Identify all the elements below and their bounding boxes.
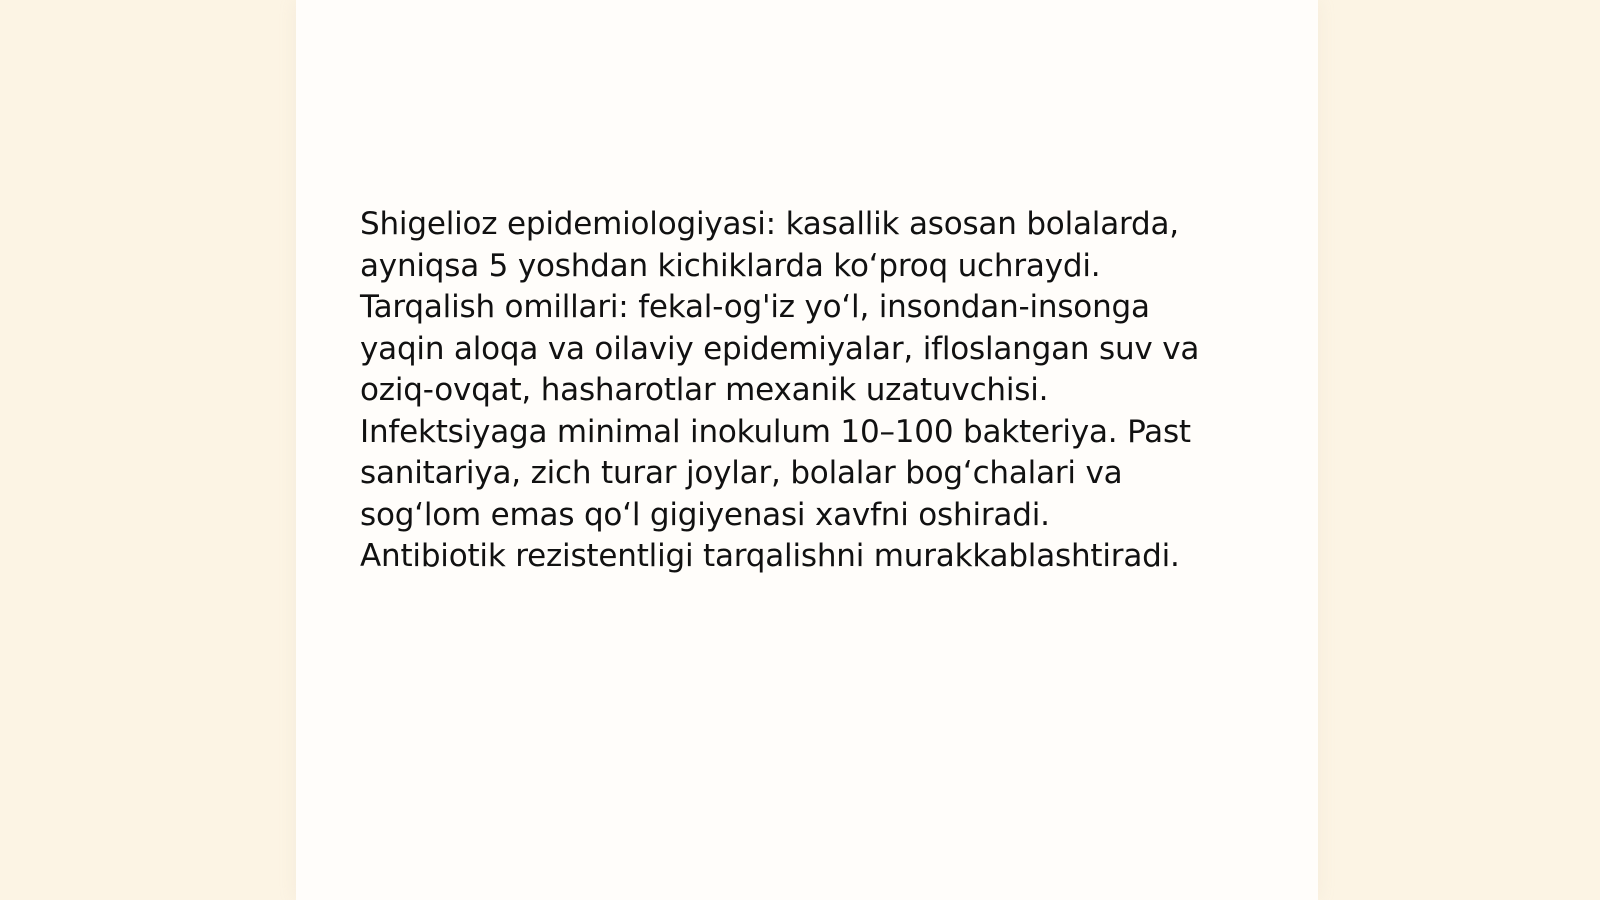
document-page [296, 0, 1318, 900]
text-line: ayniqsa 5 yoshdan kichiklarda ko‘proq uchraydi. [360, 247, 1101, 284]
text-line: sog‘lom emas qo‘l gigiyenasi xavfni oshiradi. [360, 496, 1050, 533]
text-line: yaqin aloqa va oilaviy epidemiyalar, ifloslangan suv va [360, 330, 1200, 367]
text-line: Antibiotik rezistentligi tarqalishni murakkablashtiradi. [360, 538, 1180, 574]
text-line: Infektsiyaga minimal inokulum 10–100 bakteriya. Past [360, 413, 1191, 450]
text-line: oziq-ovqat, hasharotlar mexanik uzatuvchisi. [360, 372, 1049, 408]
text-line: Tarqalish omillari: fekal-og'iz yo‘l, insondan-insonga [360, 289, 1150, 325]
text-line: Shigelioz epidemiologiyasi: kasallik asosan bolalarda, [360, 206, 1179, 242]
text-line: sanitariya, zich turar joylar, bolalar bog‘chalari va [360, 455, 1123, 491]
body-text [360, 204, 1260, 578]
